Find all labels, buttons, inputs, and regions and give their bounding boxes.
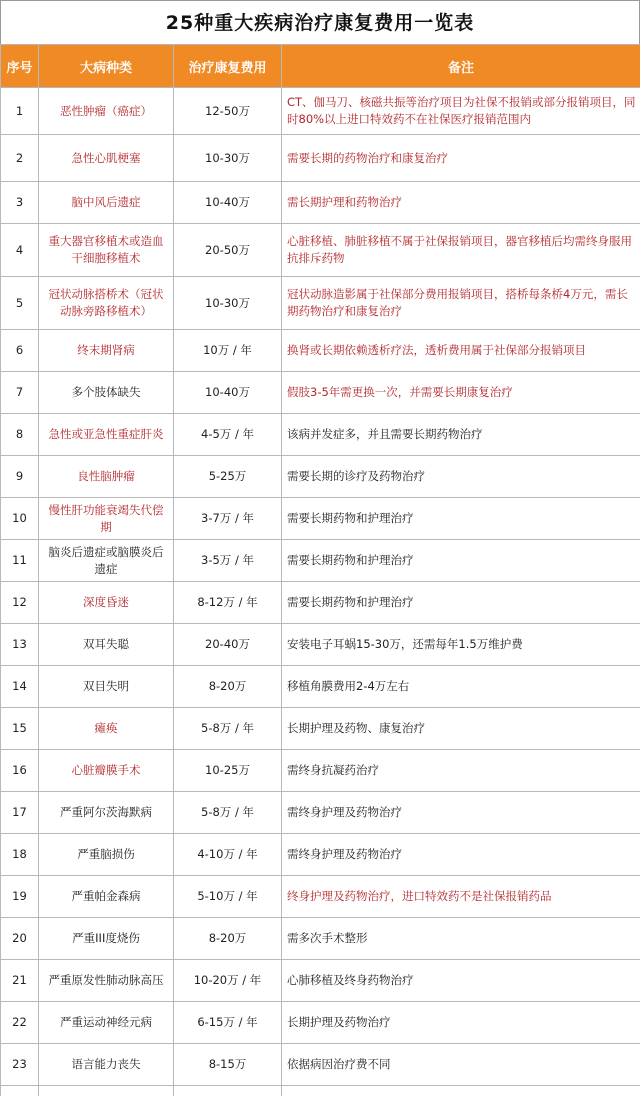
remark-text: 需要长期药物和护理治疗 [282, 540, 640, 582]
remark-text: 需要长期的诊疗及药物治疗 [282, 456, 640, 498]
table-body [1, 88, 640, 1096]
table-row [1, 750, 640, 792]
row-number: 11 [1, 540, 39, 582]
table-header-row [1, 45, 640, 88]
disease-name: 深度昏迷 [39, 582, 174, 624]
table-row [1, 88, 640, 135]
row-number: 21 [1, 960, 39, 1002]
remark-text: 需多次手术整形 [282, 918, 640, 960]
table-row [1, 1086, 640, 1096]
disease-name: 严重帕金森病 [39, 876, 174, 918]
remark-text: 需要长期药物和护理治疗 [282, 582, 640, 624]
disease-name: 严重运动神经元病 [39, 1002, 174, 1044]
row-number: 10 [1, 498, 39, 540]
disease-name: 慢性肝功能衰竭失代偿期 [39, 498, 174, 540]
table-row [1, 876, 640, 918]
remark-text: 需终身抗凝药治疗 [282, 750, 640, 792]
row-number: 9 [1, 456, 39, 498]
disease-name: 良性脑肿瘤 [39, 456, 174, 498]
table-row [1, 1002, 640, 1044]
treatment-cost: 8-12万 / 年 [174, 582, 282, 624]
remark-text: 需终身护理及药物治疗 [282, 834, 640, 876]
table-row [1, 708, 640, 750]
treatment-cost: 4-10万 / 年 [174, 834, 282, 876]
remark-text: 终身护理及药物治疗，进口特效药不是社保报销药品 [282, 876, 640, 918]
treatment-cost: 10-20万 / 年 [174, 960, 282, 1002]
treatment-cost: 6-15万 / 年 [174, 1002, 282, 1044]
disease-name: 脑炎后遗症或脑膜炎后遗症 [39, 540, 174, 582]
disease-name: 双耳失聪 [39, 624, 174, 666]
disease-name: 脑中风后遗症 [39, 182, 174, 224]
treatment-cost: 10万 / 年 [174, 330, 282, 372]
table-row [1, 456, 640, 498]
table-row [1, 792, 640, 834]
remark-text: 冠状动脉造影属于社保部分费用报销项目，搭桥每条桥4万元，需长期药物治疗和康复治疗 [282, 277, 640, 330]
disease-name: 严重阿尔茨海默病 [39, 792, 174, 834]
treatment-cost: 5-8万 / 年 [174, 708, 282, 750]
disease-cost-table [0, 44, 640, 1096]
treatment-cost: 8-15万 [174, 1044, 282, 1086]
disease-name: 严重脑损伤 [39, 834, 174, 876]
table-row [1, 414, 640, 456]
page-title: 25种重大疾病治疗康复费用一览表 [0, 0, 640, 44]
row-number [1, 1086, 39, 1096]
header-remarks: 备注 [282, 45, 640, 88]
treatment-cost: 8-20万 [174, 666, 282, 708]
remark-text: 需长期护理和药物治疗 [282, 182, 640, 224]
row-number: 12 [1, 582, 39, 624]
row-number: 16 [1, 750, 39, 792]
remark-text: CT、伽马刀、核磁共振等治疗项目为社保不报销或部分报销项目，同时80%以上进口特效药不在社保医疗报销范围内 [282, 88, 640, 135]
treatment-cost: 10-30万 [174, 277, 282, 330]
row-number: 19 [1, 876, 39, 918]
row-number: 15 [1, 708, 39, 750]
disease-name: 语言能力丧失 [39, 1044, 174, 1086]
row-number: 23 [1, 1044, 39, 1086]
treatment-cost: 10-40万 [174, 372, 282, 414]
disease-name: 冠状动脉搭桥术（冠状动脉旁路移植术） [39, 277, 174, 330]
row-number: 8 [1, 414, 39, 456]
row-number: 14 [1, 666, 39, 708]
treatment-cost: 5-10万 / 年 [174, 876, 282, 918]
row-number: 20 [1, 918, 39, 960]
treatment-cost: 5-8万 / 年 [174, 792, 282, 834]
row-number: 7 [1, 372, 39, 414]
treatment-cost: 12-50万 [174, 88, 282, 135]
treatment-cost [174, 1086, 282, 1096]
disease-name [39, 1086, 174, 1096]
remark-text: 换肾或长期依赖透析疗法，透析费用属于社保部分报销项目 [282, 330, 640, 372]
table-row [1, 960, 640, 1002]
treatment-cost: 10-40万 [174, 182, 282, 224]
remark-text: 假肢3-5年需更换一次，并需要长期康复治疗 [282, 372, 640, 414]
disease-name: 严重原发性肺动脉高压 [39, 960, 174, 1002]
remark-text: 依据病因治疗费不同 [282, 1044, 640, 1086]
row-number: 2 [1, 135, 39, 182]
disease-name: 终末期肾病 [39, 330, 174, 372]
disease-name: 重大器官移植术或造血干细胞移植术 [39, 224, 174, 277]
row-number: 6 [1, 330, 39, 372]
header-disease-type: 大病种类 [39, 45, 174, 88]
remark-text: 该病并发症多，并且需要长期药物治疗 [282, 414, 640, 456]
row-number: 3 [1, 182, 39, 224]
remark-text: 需要长期药物和护理治疗 [282, 498, 640, 540]
remark-text: 移植角膜费用2-4万左右 [282, 666, 640, 708]
remark-text: 长期护理及药物治疗 [282, 1002, 640, 1044]
treatment-cost: 4-5万 / 年 [174, 414, 282, 456]
table-row [1, 498, 640, 540]
treatment-cost: 20-50万 [174, 224, 282, 277]
remark-text: 需终身护理及药物治疗 [282, 792, 640, 834]
remark-text: 需要长期的药物治疗和康复治疗 [282, 135, 640, 182]
disease-name: 瘫痪 [39, 708, 174, 750]
treatment-cost: 3-7万 / 年 [174, 498, 282, 540]
row-number: 1 [1, 88, 39, 135]
row-number: 5 [1, 277, 39, 330]
disease-name: 严重III度烧伤 [39, 918, 174, 960]
table-row [1, 1044, 640, 1086]
table-row [1, 666, 640, 708]
table-row [1, 372, 640, 414]
row-number: 13 [1, 624, 39, 666]
table-row [1, 182, 640, 224]
table-row [1, 330, 640, 372]
remark-text [282, 1086, 640, 1096]
disease-name: 恶性肿瘤（癌症） [39, 88, 174, 135]
disease-name: 急性或亚急性重症肝炎 [39, 414, 174, 456]
remark-text: 安装电子耳蜗15-30万，还需每年1.5万维护费 [282, 624, 640, 666]
disease-name: 双目失明 [39, 666, 174, 708]
row-number: 17 [1, 792, 39, 834]
table-row [1, 135, 640, 182]
table-row [1, 277, 640, 330]
treatment-cost: 20-40万 [174, 624, 282, 666]
row-number: 22 [1, 1002, 39, 1044]
disease-name: 急性心肌梗塞 [39, 135, 174, 182]
table-row [1, 540, 640, 582]
disease-name: 心脏瓣膜手术 [39, 750, 174, 792]
row-number: 4 [1, 224, 39, 277]
header-treatment-cost: 治疗康复费用 [174, 45, 282, 88]
treatment-cost: 3-5万 / 年 [174, 540, 282, 582]
table-row [1, 582, 640, 624]
remark-text: 心脏移植、肺脏移植不属于社保报销项目，器官移植后均需终身服用抗排斥药物 [282, 224, 640, 277]
treatment-cost: 5-25万 [174, 456, 282, 498]
table-row [1, 224, 640, 277]
table-row [1, 918, 640, 960]
table-row [1, 834, 640, 876]
remark-text: 心肺移植及终身药物治疗 [282, 960, 640, 1002]
treatment-cost: 10-30万 [174, 135, 282, 182]
table-row [1, 624, 640, 666]
treatment-cost: 8-20万 [174, 918, 282, 960]
row-number: 18 [1, 834, 39, 876]
header-number: 序号 [1, 45, 39, 88]
treatment-cost: 10-25万 [174, 750, 282, 792]
disease-name: 多个肢体缺失 [39, 372, 174, 414]
remark-text: 长期护理及药物、康复治疗 [282, 708, 640, 750]
